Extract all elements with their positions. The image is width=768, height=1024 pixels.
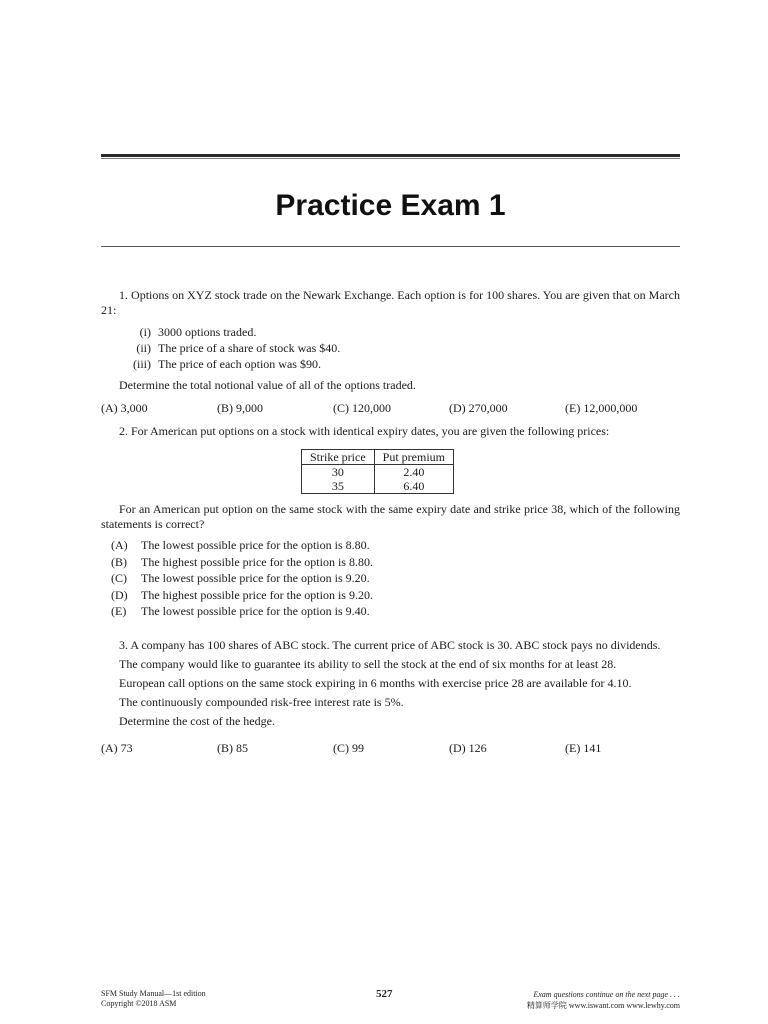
page-title: Practice Exam 1 (275, 189, 506, 222)
q1-ask: Determine the total notional value of all of the options traded. (119, 378, 416, 392)
answer-choice: (D) 270,000 (449, 401, 508, 415)
table-cell: 30 (302, 465, 375, 480)
answer-option (111, 603, 680, 620)
item-number: (iii) (133, 357, 151, 371)
table-row (302, 465, 454, 480)
answer-choice: (B) 9,000 (217, 401, 263, 415)
item-text: The price of a share of stock was $40. (158, 341, 341, 355)
answer-choice: (A) 73 (101, 740, 133, 755)
table-header: Strike price (302, 450, 375, 465)
exam-content (101, 288, 680, 756)
answer-option (111, 554, 680, 571)
option-text: The highest possible price for the option is 8.80. (141, 554, 373, 569)
footer-continue (480, 989, 680, 1011)
q1-given-item (121, 340, 680, 356)
price-table (301, 449, 454, 494)
question-1 (101, 288, 680, 416)
q3-ask: Determine the cost of the hedge. (119, 713, 275, 728)
item-text: 3000 options traded. (158, 325, 257, 339)
table-cell: 35 (302, 479, 375, 494)
table-header-row (302, 450, 454, 465)
option-text: The lowest possible price for the option is 8.80. (141, 538, 370, 552)
table-cell: 2.40 (374, 465, 453, 480)
q1-choices (101, 401, 680, 416)
title-rule (101, 246, 680, 247)
q3-paragraph: 3. A company has 100 shares of ABC stock. The current price of ABC stock is 30. ABC stock pays no dividends. (119, 637, 661, 652)
question-2 (101, 424, 680, 620)
option-letter: (B) (111, 554, 127, 569)
item-text: The price of each option was $90. (158, 357, 321, 371)
option-letter: (E) (111, 604, 127, 618)
footer-copyright (101, 989, 206, 1009)
header-rule-thick (101, 154, 680, 157)
footer-website: 精算师学院 www.iswant.com www.lewhy.com (526, 1001, 680, 1010)
q1-given-item (121, 356, 680, 372)
q3-choices (101, 741, 680, 756)
q3-paragraph: The company would like to guarantee its ability to sell the stock at the end of six months for at least 28. (119, 656, 617, 671)
footer-continue-note: Exam questions continue on the next page . . . (533, 990, 680, 999)
item-number: (i) (139, 325, 151, 339)
footer-edition: SFM Study Manual—1st edition (101, 989, 206, 998)
q2-ask: For an American put option on the same stock with the same expiry date and strike price 38, which of the following statements is correct? (101, 502, 680, 531)
q1-given-list (121, 324, 680, 372)
answer-choice: (E) 12,000,000 (565, 401, 638, 415)
answer-option (111, 587, 680, 604)
table-cell: 6.40 (374, 479, 453, 494)
q3-paragraph: European call options on the same stock expiring in 6 months with exercise price 28 are available for 4.10. (119, 675, 632, 690)
option-letter: (A) (111, 538, 128, 552)
option-text: The lowest possible price for the option is 9.40. (141, 604, 370, 618)
answer-option (111, 537, 680, 554)
item-number: (ii) (136, 341, 151, 355)
answer-option (111, 570, 680, 587)
header-rule-thin (101, 158, 680, 159)
q3-paragraph: The continuously compounded risk-free interest rate is 5%. (119, 694, 404, 709)
table-header: Put premium (374, 450, 453, 465)
q2-options (111, 537, 680, 620)
answer-choice: (C) 120,000 (333, 401, 391, 415)
table-row (302, 479, 454, 494)
option-letter: (D) (111, 587, 128, 602)
answer-choice: (E) 141 (565, 740, 602, 755)
page-number: 527 (376, 988, 393, 1000)
option-letter: (C) (111, 571, 127, 585)
q2-intro: 2. For American put options on a stock with identical expiry dates, you are given the following prices: (119, 424, 610, 438)
question-3 (101, 638, 680, 756)
answer-choice: (B) 85 (217, 740, 248, 755)
q1-given-item (121, 324, 680, 340)
option-text: The highest possible price for the option is 9.20. (141, 587, 373, 602)
answer-choice: (D) 126 (449, 740, 487, 755)
answer-choice: (A) 3,000 (101, 401, 148, 415)
q1-intro: 1. Options on XYZ stock trade on the Newark Exchange. Each option is for 100 shares. You are given that on March 21: (101, 288, 680, 317)
option-text: The lowest possible price for the option is 9.20. (141, 571, 370, 585)
answer-choice: (C) 99 (333, 740, 364, 755)
footer-copyright-line: Copyright ©2018 ASM (101, 999, 177, 1008)
